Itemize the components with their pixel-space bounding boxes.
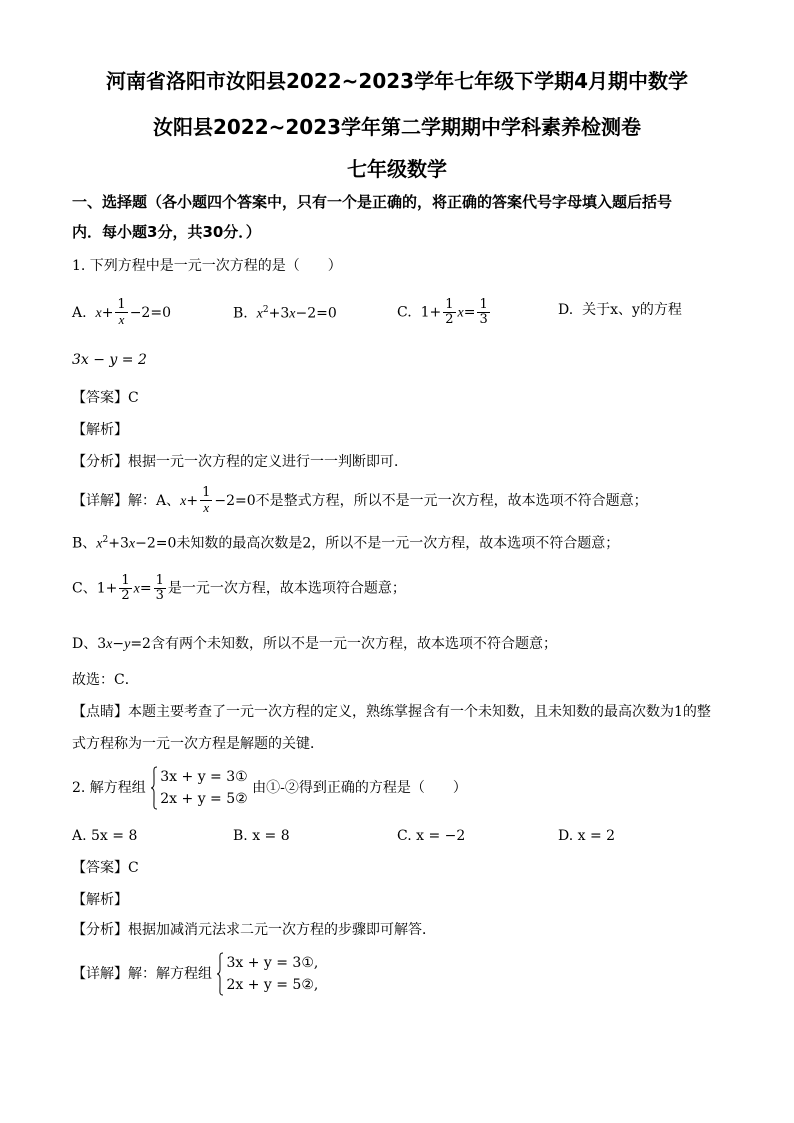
q1-option-b: B. $x^2+3x-2=0$ bbox=[233, 305, 337, 322]
detail-d-prefix: D、 bbox=[72, 636, 98, 652]
option-d-text: 关于x、y的方程 bbox=[582, 302, 682, 318]
q2-option-a: A. 5x = 8 bbox=[72, 828, 138, 844]
q2-equation-system bbox=[150, 766, 247, 810]
doc-title-line3: 七年级数学 bbox=[347, 157, 447, 181]
q2-analysis-tag: 【解析】 bbox=[72, 892, 128, 908]
q2-detail-prefix: 解：解方程组 bbox=[128, 966, 212, 982]
xiangjie-tag: 【详解】 bbox=[72, 966, 128, 982]
q2-fenxi bbox=[72, 920, 732, 940]
fenxi-tag: 【分析】 bbox=[72, 922, 128, 938]
option-label: C. bbox=[397, 304, 412, 321]
q2-stem bbox=[72, 766, 732, 810]
dianjing-text: 本题主要考查了一元一次方程的定义，熟练掌握含有一个未知数，且未知数的最高次数为1的整 bbox=[128, 704, 711, 720]
q1-analysis-tag: 【解析】 bbox=[72, 422, 128, 438]
left-brace-icon bbox=[150, 766, 158, 810]
q2-option-b: B. x = 8 bbox=[233, 828, 290, 844]
detail-b-text: 未知数的最高次数是2，所以不是一元一次方程，故本选项不符合题意； bbox=[176, 535, 620, 552]
section-heading: 一、选择题（各小题四个答案中，只有一个是正确的，将正确的答案代号字母填入题后括号 bbox=[72, 193, 673, 211]
option-label: D. bbox=[558, 302, 574, 318]
detail-a-prefix: 解：A、 bbox=[128, 493, 181, 509]
q2-equation-2: 2x + y = 5② bbox=[160, 791, 248, 807]
fenxi-tag: 【分析】 bbox=[72, 454, 128, 470]
answer-value: C bbox=[128, 860, 139, 876]
xiangjie-tag: 【详解】 bbox=[72, 493, 128, 509]
q1-detail-c: C、1+ $\frac{1}{2}$ x= $\frac{1}{3}$ 是一元一次方程，故本选项符合题意； bbox=[72, 573, 406, 603]
answer-tag: 【答案】 bbox=[72, 860, 128, 876]
q1-option-c: C. 1+ $\frac{1}{2}$ x= $\frac{1}{3}$ bbox=[397, 297, 488, 327]
doc-title-line1: 河南省洛阳市汝阳县2022~2023学年七年级下学期4月期中数学 bbox=[105, 69, 688, 93]
detail-a-text: 不是整式方程，所以不是一元一次方程，故本选项不符合题意； bbox=[255, 493, 648, 509]
left-brace-icon bbox=[216, 952, 224, 996]
answer-tag: 【答案】 bbox=[72, 390, 128, 406]
q1-detail-d: D、3x−y=2含有两个未知数，所以不是一元一次方程，故本选项不符合题意； bbox=[72, 636, 557, 652]
q1-dianjing-cont: 式方程称为一元一次方程是解题的关键． bbox=[72, 736, 324, 752]
q1-option-d-equation: 3x − y = 2 bbox=[72, 352, 147, 368]
dianjing-tag: 【点睛】 bbox=[72, 704, 128, 720]
q2-detail-equation-2: 2x + y = 5②, bbox=[226, 977, 319, 993]
q2-option-c: C. x = −2 bbox=[397, 828, 466, 844]
fenxi-text: 根据加减消元法求二元一次方程的步骤即可解答． bbox=[128, 922, 436, 938]
q1-option-d bbox=[558, 300, 682, 320]
detail-d-text: 含有两个未知数，所以不是一元一次方程，故本选项不符合题意； bbox=[150, 636, 557, 652]
q1-choose: 故选：C． bbox=[72, 672, 139, 688]
q1-fenxi bbox=[72, 452, 732, 472]
q1-detail-b: B、$x^2+3x-2=0$未知数的最高次数是2，所以不是一元一次方程，故本选项不符合题意； bbox=[72, 535, 620, 552]
fenxi-text: 根据一元一次方程的定义进行一一判断即可． bbox=[128, 454, 408, 470]
option-label: A. bbox=[72, 305, 87, 321]
q2-stem-prefix: 2. 解方程组 bbox=[72, 780, 146, 796]
detail-b-prefix: B、 bbox=[72, 535, 97, 552]
q2-answer bbox=[72, 858, 732, 878]
q2-detail bbox=[72, 952, 732, 996]
answer-value: C bbox=[128, 390, 139, 406]
section-heading-cont: 内．每小题3分，共30分．） bbox=[72, 223, 261, 241]
q1-detail-a: 【详解】解：A、x+ $\frac{1}{x}$ −2=0不是整式方程，所以不是一元一次方程，故本选项不符合题意； bbox=[72, 485, 648, 515]
q2-stem-suffix: 由①-②得到正确的方程是（ ） bbox=[252, 780, 467, 796]
q2-equation-1: 3x + y = 3① bbox=[160, 769, 248, 785]
detail-c-prefix: C、 bbox=[72, 580, 97, 597]
q1-dianjing bbox=[72, 702, 732, 722]
q1-stem: 1. 下列方程中是一元一次方程的是（ ） bbox=[72, 258, 342, 274]
q2-option-d: D. x = 2 bbox=[558, 828, 616, 844]
q1-option-a: A. x+ $\frac{1}{x}$ −2=0 bbox=[72, 297, 171, 327]
doc-title-line2: 汝阳县2022~2023学年第二学期期中学科素养检测卷 bbox=[152, 115, 642, 139]
q1-answer bbox=[72, 388, 732, 408]
q2-detail-equation-1: 3x + y = 3①, bbox=[226, 955, 319, 971]
detail-c-text: 是一元一次方程，故本选项符合题意； bbox=[167, 580, 406, 597]
option-label: B. bbox=[233, 305, 248, 322]
q2-detail-equation-system bbox=[216, 952, 318, 996]
